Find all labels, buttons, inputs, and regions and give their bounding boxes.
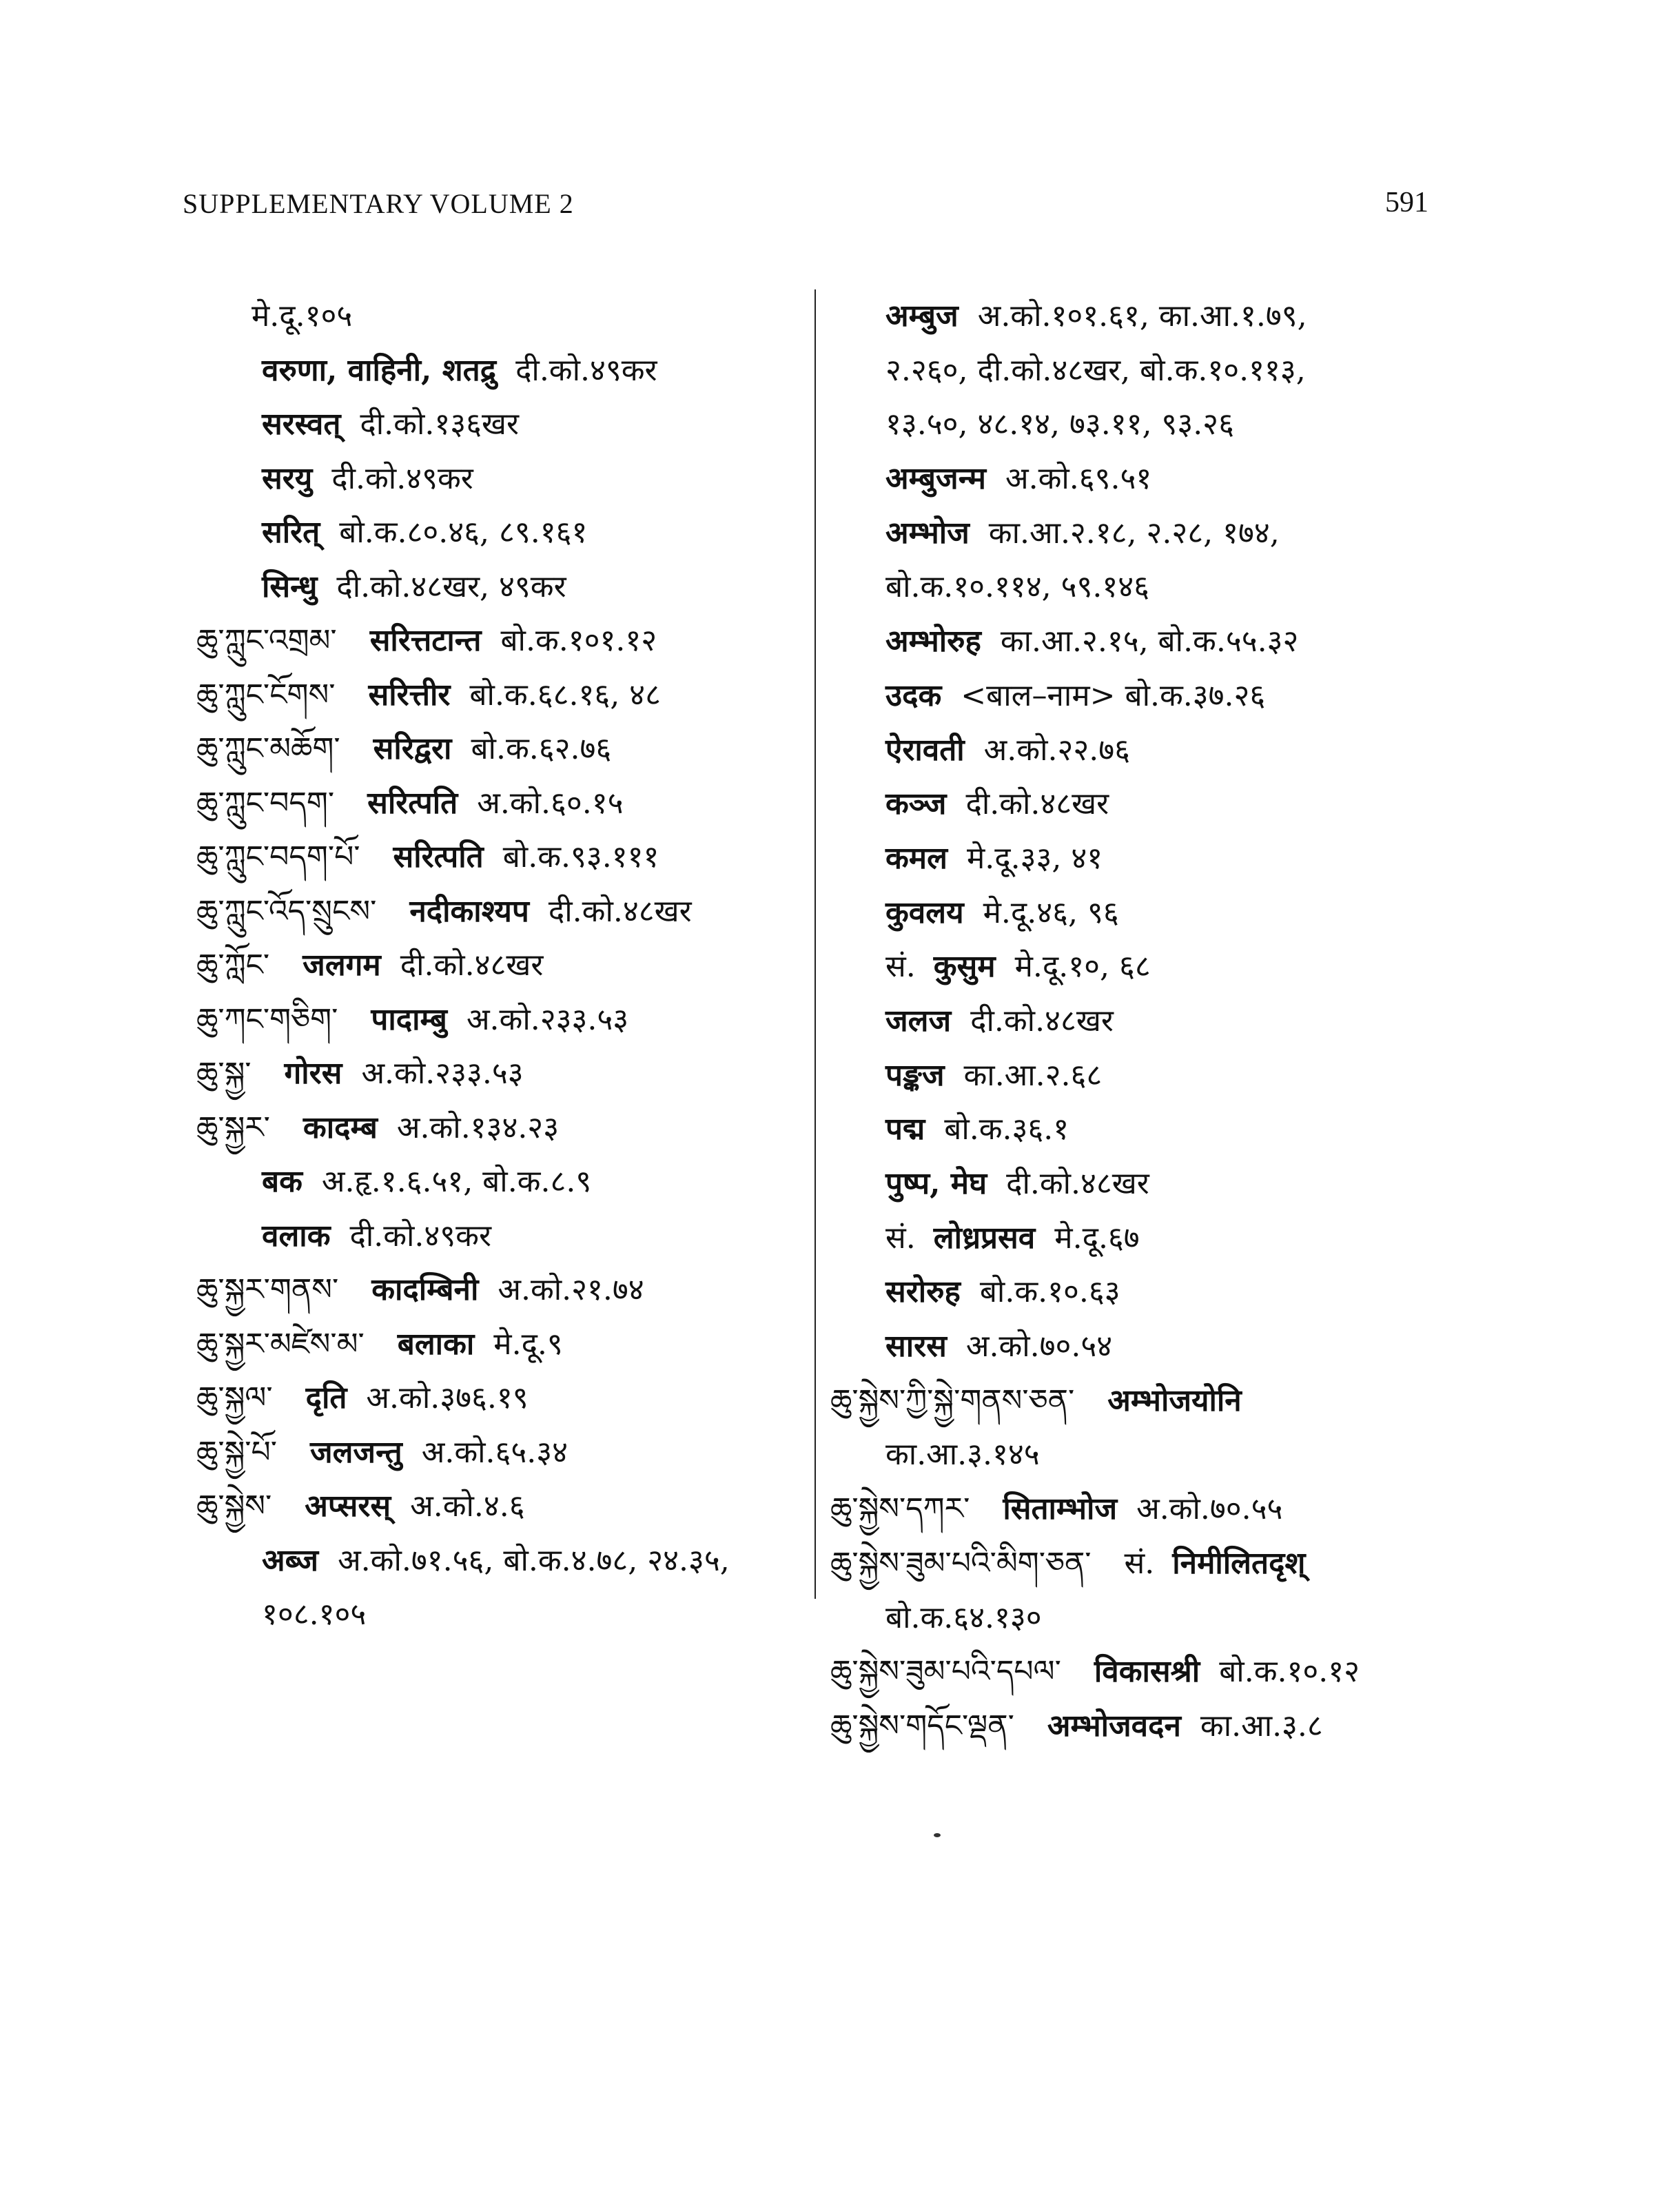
sanskrit-equivalent: कुवलय xyxy=(885,895,964,930)
source-reference: का.आ.२.१८, २.२८, १७४, xyxy=(988,515,1280,551)
source-reference: दी.को.४८खर xyxy=(400,948,544,983)
page-number: 591 xyxy=(1385,187,1428,218)
source-reference: दी.को.४८खर xyxy=(548,893,692,929)
source-reference: अ.को.१३४.२३ xyxy=(396,1110,560,1145)
tibetan-headword: ཆུ་སྐྱར་གནས་ xyxy=(196,1272,339,1307)
sanskrit-equivalent: कुसुम xyxy=(933,949,996,985)
dictionary-entry xyxy=(830,398,1464,452)
sanskrit-equivalent: नदीकाश्यप xyxy=(409,893,529,929)
tibetan-headword: ཆུ་ཀང་གཅིག་ xyxy=(196,1001,338,1037)
dictionary-entry xyxy=(830,344,1464,398)
sense-prefix: सं. xyxy=(885,949,916,985)
source-reference: दी.को.१३६खर xyxy=(360,407,519,442)
dictionary-entry xyxy=(196,1047,803,1101)
tibetan-headword: ཆུ་སྐྱེས་དཀར་ xyxy=(830,1491,970,1527)
tibetan-headword: ཆུ་སྐྱལ་ xyxy=(196,1380,273,1416)
source-reference: अ.को.२१.७४ xyxy=(498,1272,644,1307)
dictionary-entry xyxy=(830,1049,1464,1103)
sanskrit-equivalent: सरोरुह xyxy=(885,1274,961,1310)
dictionary-entry xyxy=(830,1482,1464,1537)
dictionary-entry xyxy=(196,777,803,831)
dictionary-entry xyxy=(196,1371,803,1426)
sanskrit-equivalent: अम्भोज xyxy=(885,515,970,551)
dictionary-entry xyxy=(196,830,803,885)
sanskrit-equivalent: सिन्धु xyxy=(262,569,318,604)
sanskrit-equivalent: कमल xyxy=(885,840,947,876)
sanskrit-equivalent: अम्बुज xyxy=(885,298,959,334)
dictionary-entry xyxy=(196,885,803,939)
dictionary-entry xyxy=(830,1212,1464,1266)
dictionary-entry xyxy=(830,1157,1464,1212)
sanskrit-equivalent: अप्सरस् xyxy=(305,1489,391,1524)
source-reference: दी.को.४८खर xyxy=(970,1003,1114,1039)
tibetan-headword: ཆུ་ཀླུང་འགྲམ་ xyxy=(196,623,337,658)
sanskrit-equivalent: सरिद्वरा xyxy=(373,731,452,766)
source-reference: अ.को.७०.५५ xyxy=(1136,1491,1283,1527)
sanskrit-equivalent: सरित्पति xyxy=(367,785,458,821)
sanskrit-equivalent: सरस्वत् xyxy=(262,407,341,442)
sanskrit-equivalent: पुष्प, मेघ xyxy=(885,1166,987,1201)
source-reference: अ.को.२२.७६ xyxy=(983,732,1130,768)
tibetan-headword: ཆུ་ཀླུང་མཆོག་ xyxy=(196,731,340,766)
dictionary-entry xyxy=(196,289,803,344)
source-reference: का.आ.३.१४५ xyxy=(885,1437,1040,1473)
dictionary-entry xyxy=(830,1645,1464,1699)
dictionary-entry xyxy=(830,777,1464,832)
sanskrit-equivalent: पङ्कज xyxy=(885,1057,945,1093)
running-title: SUPPLEMENTARY VOLUME 2 xyxy=(183,188,574,219)
source-reference: बो.क.६८.१६, ४८ xyxy=(469,677,661,713)
source-reference: अ.को.२३३.५३ xyxy=(361,1056,524,1091)
sanskrit-equivalent: निमीलितदृश् xyxy=(1172,1545,1306,1581)
dictionary-entry xyxy=(830,1591,1464,1646)
sanskrit-equivalent: जलजन्तु xyxy=(309,1434,402,1470)
tibetan-headword: ཆུ་སྐྱར་ xyxy=(196,1110,270,1145)
dictionary-entry xyxy=(830,1265,1464,1320)
tibetan-headword: ཆུ་སྐྱར་མཛེས་མ་ xyxy=(196,1326,365,1362)
source-reference: अ.को.७०.५४ xyxy=(965,1329,1113,1365)
dictionary-entry xyxy=(830,452,1464,507)
sanskrit-equivalent: पद्म xyxy=(885,1112,925,1147)
source-reference: बो.क.१०१.१२ xyxy=(500,623,657,658)
dictionary-entry xyxy=(830,940,1464,994)
source-reference: मे.दू.६७ xyxy=(1054,1220,1140,1256)
sanskrit-equivalent: सिताम्भोज xyxy=(1003,1491,1118,1527)
sanskrit-equivalent: अम्भोजयोनि xyxy=(1107,1382,1242,1418)
tibetan-headword: ཆུ་སྐྱེས་ཟུམ་པའི་མིག་ཅན་ xyxy=(830,1545,1092,1581)
dictionary-entry xyxy=(830,1537,1464,1591)
dictionary-entry xyxy=(830,507,1464,561)
dictionary-entry xyxy=(196,939,803,993)
dictionary-entry xyxy=(196,398,803,452)
source-reference: १०८.१०५ xyxy=(262,1597,367,1632)
dictionary-entry xyxy=(196,1534,803,1588)
dictionary-entry xyxy=(830,724,1464,778)
dictionary-entry xyxy=(196,993,803,1048)
sanskrit-equivalent: सारस xyxy=(885,1329,947,1365)
tibetan-headword: ཆུ་སྐྱེས་ཀྱི་སྐྱེ་གནས་ཅན་ xyxy=(830,1382,1075,1418)
sense-prefix: सं. xyxy=(1124,1545,1155,1581)
dictionary-entry xyxy=(196,1318,803,1372)
source-reference: २.२६०, दी.को.४८खर, बो.क.१०.११३, xyxy=(885,352,1306,388)
sanskrit-equivalent: अम्भोरुह xyxy=(885,624,981,660)
dictionary-entry xyxy=(196,668,803,723)
source-reference: बो.क.६२.७६ xyxy=(471,731,612,766)
sanskrit-equivalent: उदक xyxy=(885,677,942,713)
tibetan-headword: ཆུ་ཀླུང་འོད་སྲུངས་ xyxy=(196,893,377,929)
source-reference: बो.क.९३.१११ xyxy=(502,839,659,875)
sanskrit-equivalent: अम्भोजवदन xyxy=(1047,1708,1181,1744)
tibetan-headword: ཆུ་སྐྱེ་པོ་ xyxy=(196,1434,277,1470)
source-reference: मे.दू.३३, ४१ xyxy=(966,840,1103,876)
source-reference: का.आ.३.८ xyxy=(1200,1708,1323,1744)
dictionary-entry xyxy=(830,1320,1464,1374)
tibetan-headword: ཆུ་ཀླུང་བདག་པོ་ xyxy=(196,839,360,875)
sanskrit-equivalent: लोध्रप्रसव xyxy=(933,1220,1036,1256)
dictionary-entry xyxy=(830,1103,1464,1157)
source-reference: मे.दू.९ xyxy=(493,1326,563,1362)
tibetan-headword: ཆུ་སྐྱེས་ཟུམ་པའི་དཔལ་ xyxy=(830,1654,1061,1690)
dictionary-entry xyxy=(196,722,803,777)
sanskrit-equivalent: जलज xyxy=(885,1003,952,1039)
dictionary-entry xyxy=(196,1480,803,1534)
source-reference: मे.दू.४६, ९६ xyxy=(983,895,1119,930)
dictionary-entry xyxy=(830,994,1464,1049)
sanskrit-equivalent: दृति xyxy=(305,1380,347,1416)
dictionary-entry xyxy=(830,560,1464,615)
tibetan-headword: ཆུ་སྐྱ་ xyxy=(196,1056,252,1091)
source-reference: दी.को.४९कर xyxy=(515,352,657,388)
source-reference: बो.क.१०.१२ xyxy=(1219,1654,1360,1690)
source-reference: अ.को.६९.५१ xyxy=(1005,461,1152,497)
sanskrit-equivalent: विकासश्री xyxy=(1094,1654,1200,1690)
source-reference: बो.क.१०.११४, ५९.१४६ xyxy=(885,569,1150,605)
sanskrit-equivalent: कादम्बिनी xyxy=(371,1272,479,1307)
tibetan-headword: ཆུ་ཀློང་ xyxy=(196,948,270,983)
source-reference: अ.को.६०.१५ xyxy=(477,785,624,821)
tibetan-headword: ཆུ་སྐྱེས་ xyxy=(196,1489,272,1524)
sanskrit-equivalent: कादम्ब xyxy=(303,1110,378,1145)
source-reference: बो.क.६४.१३० xyxy=(885,1600,1042,1635)
sanskrit-equivalent: अम्बुजन्म xyxy=(885,461,986,497)
source-reference: दी.को.४८खर xyxy=(1006,1166,1149,1201)
sanskrit-equivalent: ऐरावती xyxy=(885,732,965,768)
dictionary-entry xyxy=(830,1374,1464,1429)
sanskrit-equivalent: सरित्तटान्त xyxy=(369,623,482,658)
source-reference: अ.को.७१.५६, बो.क.४.७८, २४.३५, xyxy=(338,1542,730,1578)
dictionary-entry xyxy=(196,1155,803,1209)
sanskrit-equivalent: सरित्तीर xyxy=(368,677,451,713)
sense-prefix: सं. xyxy=(885,1220,916,1256)
sanskrit-equivalent: बक xyxy=(262,1164,303,1199)
dictionary-entry xyxy=(830,832,1464,886)
source-reference: बो.क.८०.४६, ८९.१६१ xyxy=(339,515,588,550)
dictionary-entry xyxy=(830,669,1464,724)
source-reference: दी.को.४९कर xyxy=(331,460,473,496)
source-reference: बो.क.१०.६३ xyxy=(979,1274,1120,1310)
print-speck xyxy=(934,1833,941,1837)
column-divider xyxy=(815,289,816,1599)
left-column xyxy=(196,289,803,1642)
sanskrit-equivalent: सरित्पति xyxy=(393,839,484,875)
source-reference: दी.को.४८खर xyxy=(965,786,1109,822)
dictionary-entry xyxy=(196,1588,803,1642)
dictionary-entry xyxy=(830,289,1464,344)
dictionary-entry xyxy=(196,1209,803,1264)
tibetan-headword: ཆུ་སྐྱེས་གདོང་ལྡན་ xyxy=(830,1708,1014,1744)
source-reference: का.आ.२.१५, बो.क.५५.३२ xyxy=(1000,624,1299,660)
dictionary-entry xyxy=(830,615,1464,669)
dictionary-entry xyxy=(196,1101,803,1156)
dictionary-entry xyxy=(830,886,1464,941)
source-reference: मे.दू.१०, ६८ xyxy=(1014,949,1151,985)
sanskrit-equivalent: सरित् xyxy=(262,515,320,550)
source-reference: का.आ.२.६८ xyxy=(963,1057,1103,1093)
source-reference: १३.५०, ४८.१४, ७३.११, ९३.२६ xyxy=(885,407,1234,442)
sanskrit-equivalent: जलगम xyxy=(303,948,381,983)
dictionary-entry xyxy=(196,344,803,398)
source-reference: <बाल–नाम> बो.क.३७.२६ xyxy=(961,677,1266,713)
sanskrit-equivalent: सरयु xyxy=(262,460,313,496)
source-reference: अ.हृ.१.६.५१, बो.क.८.९ xyxy=(321,1164,592,1199)
source-reference: अ.को.१०१.६१, का.आ.१.७९, xyxy=(977,298,1307,334)
tibetan-headword: ཆུ་ཀླུང་ངོགས་ xyxy=(196,677,336,713)
dictionary-entry xyxy=(196,560,803,615)
source-reference: अ.को.३७६.१९ xyxy=(366,1380,529,1416)
sanskrit-equivalent: वलाक xyxy=(262,1218,331,1254)
source-reference: मे.दू.१०५ xyxy=(252,298,353,334)
dictionary-entry xyxy=(830,1699,1464,1754)
tibetan-headword: ཆུ་ཀླུང་བདག་ xyxy=(196,785,335,821)
dictionary-entry xyxy=(196,506,803,560)
sanskrit-equivalent: कञ्ज xyxy=(885,786,947,822)
dictionary-entry xyxy=(196,1263,803,1318)
source-reference: बो.क.३६.१ xyxy=(944,1112,1069,1147)
dictionary-entry xyxy=(196,452,803,507)
sanskrit-equivalent: गोरस xyxy=(284,1056,342,1091)
dictionary-entry xyxy=(196,614,803,668)
sanskrit-equivalent: पादाम्बु xyxy=(371,1001,447,1037)
source-reference: दी.को.४९कर xyxy=(349,1218,491,1254)
source-reference: अ.को.४.६ xyxy=(410,1489,525,1524)
dictionary-entry xyxy=(830,1428,1464,1482)
sanskrit-equivalent: अब्ज xyxy=(262,1542,319,1578)
dictionary-entry xyxy=(196,1426,803,1480)
source-reference: अ.को.६५.३४ xyxy=(421,1434,568,1470)
sanskrit-equivalent: वरुणा, वाहिनी, शतद्रु xyxy=(262,352,497,388)
sanskrit-equivalent: बलाका xyxy=(397,1326,475,1362)
source-reference: दी.को.४८खर, ४९कर xyxy=(336,569,566,604)
right-column xyxy=(830,289,1464,1754)
source-reference: अ.को.२३३.५३ xyxy=(466,1001,629,1037)
